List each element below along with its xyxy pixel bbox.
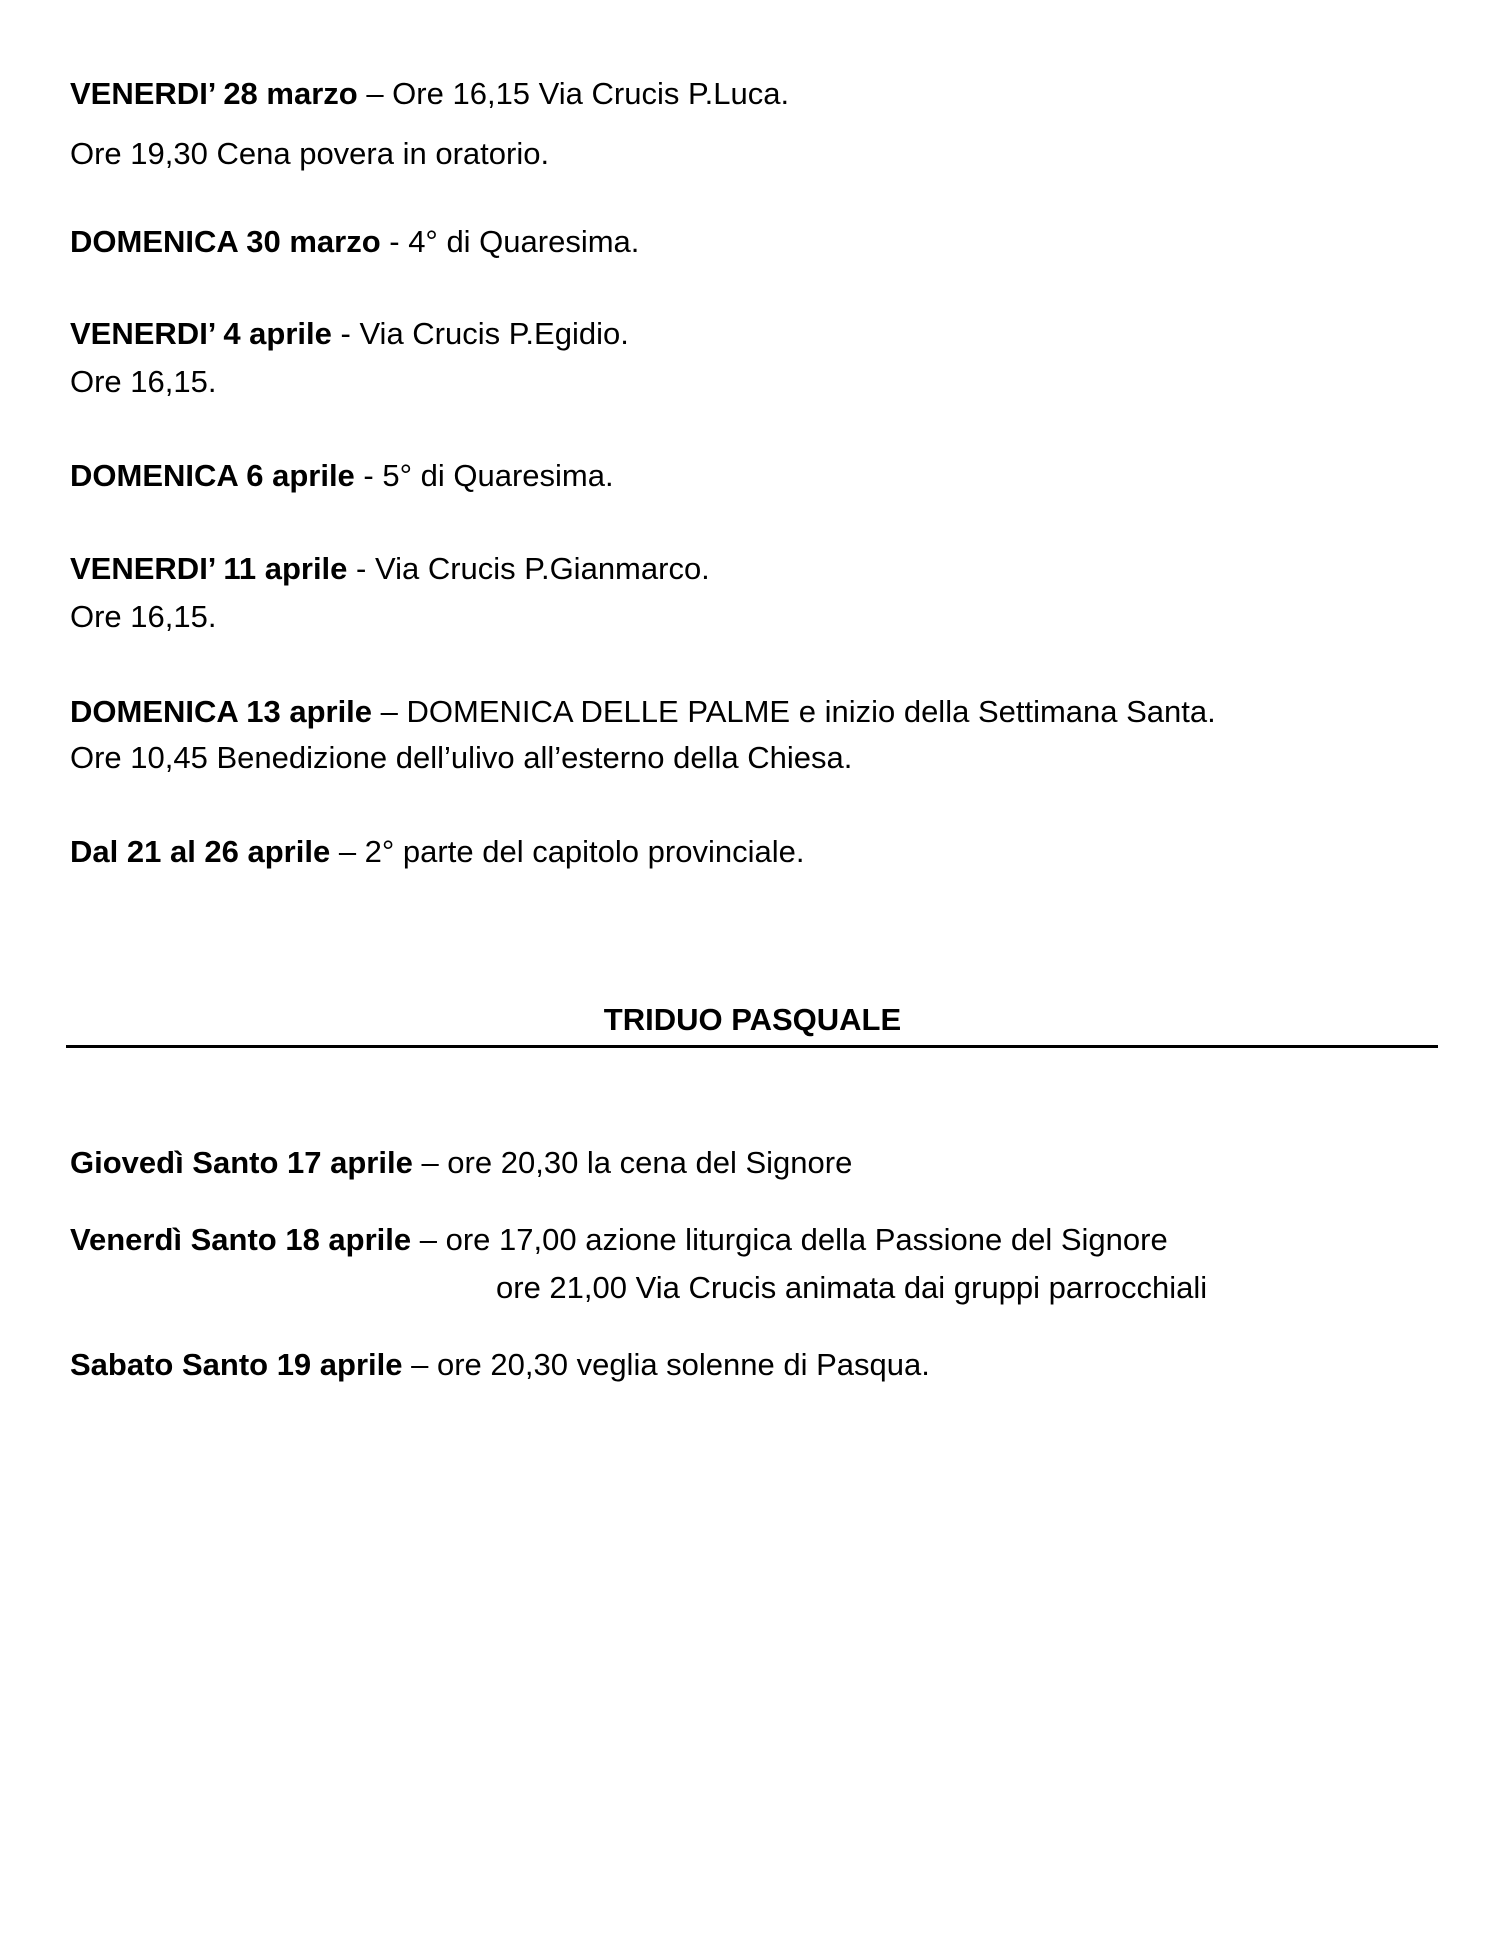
schedule-text: Ore 16,15. (70, 364, 217, 399)
schedule-date: DOMENICA 30 marzo (70, 224, 381, 259)
schedule-text: - 4° di Quaresima. (380, 224, 640, 259)
triduo-date: Venerdì Santo 18 aprile (70, 1222, 412, 1257)
section-heading: TRIDUO PASQUALE (603, 1002, 902, 1037)
triduo-date: Sabato Santo 19 aprile (70, 1347, 403, 1382)
triduo-line (70, 1220, 1168, 1260)
schedule-text: - Via Crucis P.Gianmarco. (347, 551, 710, 586)
schedule-line (70, 738, 852, 778)
schedule-date: VENERDI’ 11 aprile (70, 551, 348, 586)
triduo-text: – ore 17,00 azione liturgica della Passione del Signore (411, 1222, 1168, 1257)
schedule-date: DOMENICA 13 aprile (70, 694, 373, 729)
schedule-line (70, 222, 639, 262)
schedule-line (70, 134, 549, 174)
schedule-date: DOMENICA 6 aprile (70, 458, 355, 493)
schedule-text: – DOMENICA DELLE PALME e inizio della Settimana Santa. (372, 694, 1216, 729)
schedule-text: - Via Crucis P.Egidio. (331, 316, 629, 351)
schedule-text: Ore 19,30 Cena povera in oratorio. (70, 136, 550, 171)
schedule-line (70, 362, 216, 402)
schedule-text: Ore 16,15. (70, 599, 217, 634)
schedule-text: – Ore 16,15 Via Crucis P.Luca. (357, 76, 790, 111)
schedule-line (70, 597, 216, 637)
schedule-line (70, 832, 804, 872)
heading-divider (66, 1045, 1438, 1048)
schedule-line (70, 456, 614, 496)
schedule-date: Dal 21 al 26 aprile (70, 834, 331, 869)
triduo-text: ore 21,00 Via Crucis animata dai gruppi parrocchiali (496, 1270, 1208, 1305)
schedule-date: VENERDI’ 4 aprile (70, 316, 332, 351)
triduo-line (496, 1268, 1207, 1308)
triduo-text: – ore 20,30 veglia solenne di Pasqua. (402, 1347, 930, 1382)
schedule-text: Ore 10,45 Benedizione dell’ulivo all’esterno della Chiesa. (70, 740, 853, 775)
triduo-line (70, 1143, 852, 1183)
schedule-date: VENERDI’ 28 marzo (70, 76, 358, 111)
triduo-date: Giovedì Santo 17 aprile (70, 1145, 413, 1180)
schedule-text: – 2° parte del capitolo provinciale. (330, 834, 805, 869)
triduo-line (70, 1345, 930, 1385)
schedule-text: - 5° di Quaresima. (354, 458, 614, 493)
triduo-text: – ore 20,30 la cena del Signore (412, 1145, 853, 1180)
schedule-line (70, 74, 789, 114)
schedule-line (70, 692, 1216, 732)
schedule-line (70, 314, 629, 354)
schedule-line (70, 549, 710, 589)
